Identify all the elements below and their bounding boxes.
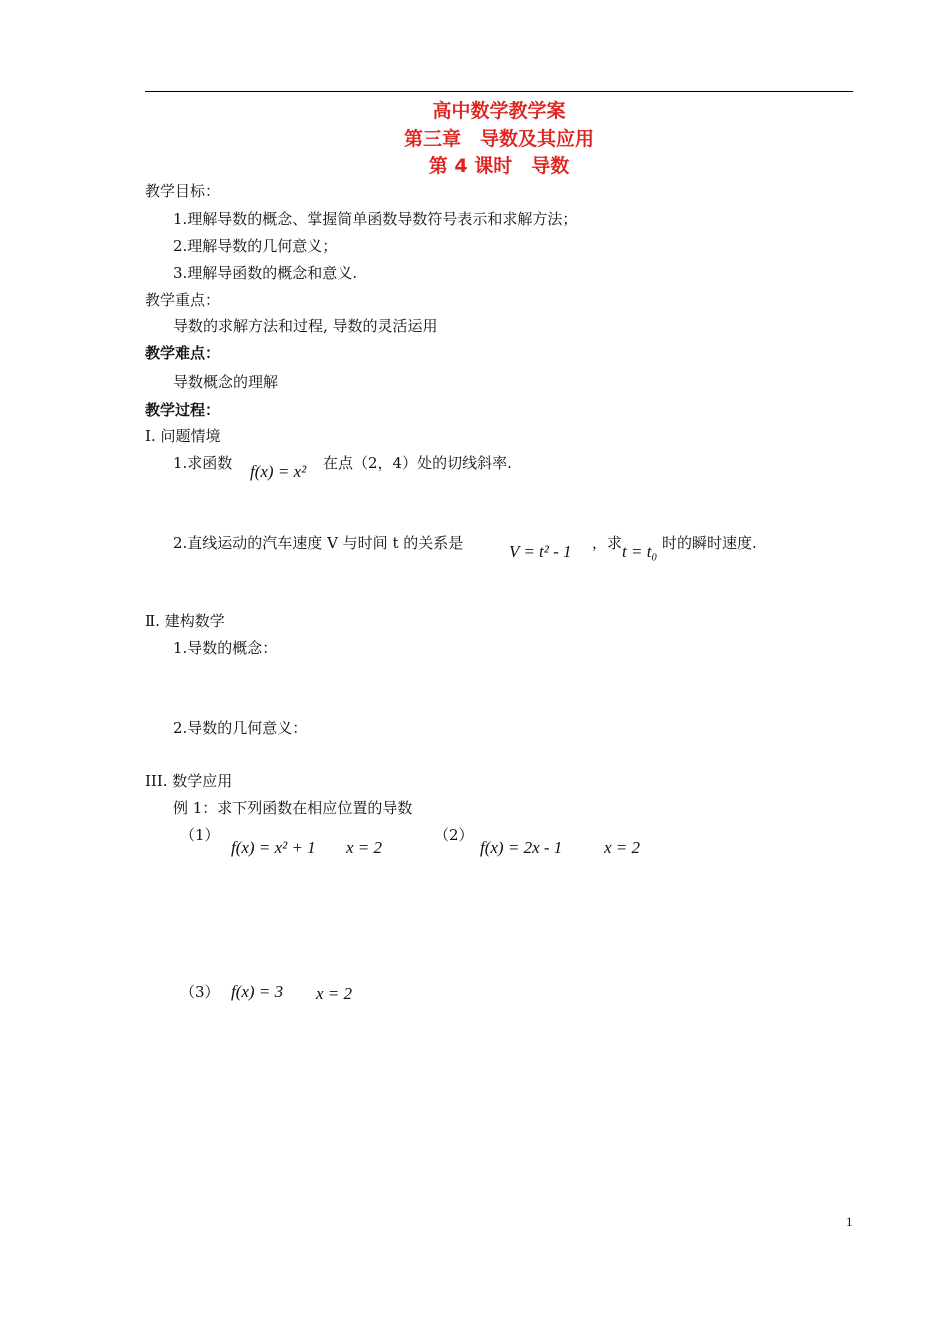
problem-1-point: x = 2 [346, 838, 383, 857]
process-heading: 教学过程： [145, 401, 221, 419]
problem-2-label: （2） [434, 826, 474, 844]
problem-2-point: x = 2 [604, 838, 641, 857]
section3-heading: III. 数学应用 [145, 772, 233, 790]
section2-item-2: 2.导数的几何意义： [173, 719, 308, 737]
page-number: 1 [846, 1214, 853, 1229]
problem-3-formula: f(x) = 3 [231, 982, 284, 1001]
objective-item-3: 3.理解导函数的概念和意义. [173, 264, 358, 282]
problem-2-formula: f(x) = 2x - 1 [480, 838, 563, 857]
question-2-prefix: 2.直线运动的汽车速度 V 与时间 t 的关系是 [173, 534, 464, 552]
difficulties-text: 导数概念的理解 [173, 373, 279, 391]
problem-1-formula: f(x) = x² + 1 [231, 838, 316, 857]
problem-3-point: x = 2 [316, 984, 353, 1003]
question-2-formula: V = t² - 1 [509, 542, 572, 561]
section1-heading: Ⅰ. 问题情境 [145, 427, 221, 445]
objectives-heading: 教学目标： [145, 182, 221, 200]
question-1-formula: f(x) = x² [250, 462, 307, 481]
objective-item-1: 1.理解导数的概念、掌握简单函数导数符号表示和求解方法； [173, 210, 578, 228]
chapter-title: 第三章 导数及其应用 [403, 128, 594, 150]
key-points-text: 导数的求解方法和过程, 导数的灵活运用 [173, 317, 438, 335]
key-points-heading: 教学重点： [145, 291, 221, 309]
header-rule [145, 91, 853, 92]
problem-1-label: （1） [180, 826, 220, 844]
question-2-formula-2: t = t₀ [622, 542, 658, 561]
question-2-suffix: 时的瞬时速度. [662, 534, 757, 552]
document-title: 高中数学教学案 [432, 100, 566, 122]
lesson-title: 第 4 课时 导数 [428, 155, 570, 177]
difficulties-heading: 教学难点： [145, 344, 221, 362]
question-1-prefix: 1.求函数 [173, 454, 233, 472]
example-1-text: 例 1：求下列函数在相应位置的导数 [173, 799, 413, 817]
question-1-suffix: 在点（2，4）处的切线斜率. [323, 454, 512, 472]
objective-item-2: 2.理解导数的几何意义； [173, 237, 338, 255]
question-2-middle: ，求 [592, 534, 623, 552]
section2-heading: Ⅱ. 建构数学 [145, 612, 225, 630]
section2-item-1: 1.导数的概念： [173, 639, 278, 657]
problem-3-label: （3） [180, 983, 220, 1001]
